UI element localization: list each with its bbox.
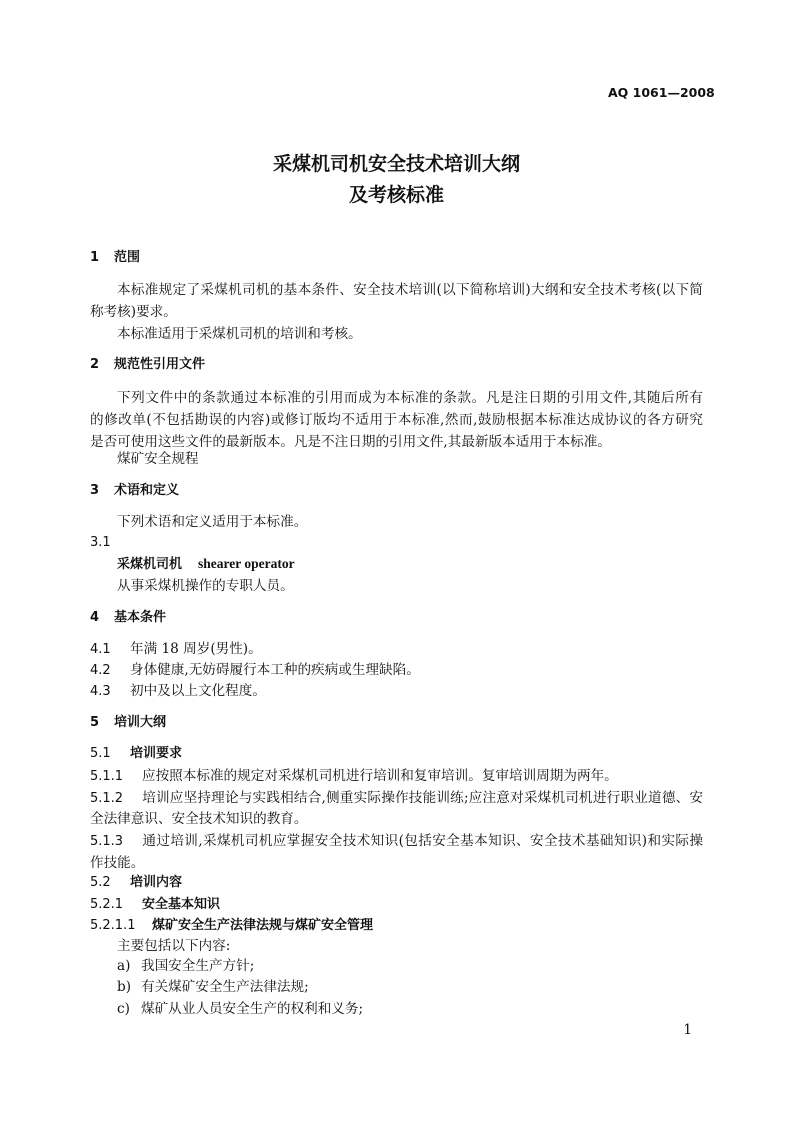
section-title: 范围 bbox=[114, 250, 141, 265]
subsection-heading bbox=[90, 745, 703, 763]
standard-code: AQ 1061—2008 bbox=[608, 85, 715, 100]
page-number: 1 bbox=[683, 1022, 692, 1038]
list-item bbox=[117, 1000, 730, 1018]
term-definition: 从事采煤机操作的专职人员。 bbox=[117, 578, 294, 594]
section-4-heading bbox=[90, 609, 703, 627]
subsection-title: 煤矿安全生产法律法规与煤矿安全管理 bbox=[152, 918, 374, 933]
paragraph-line: 本标准适用于采煤机司机的培训和考核。 bbox=[117, 326, 362, 342]
clause-number: 4.1 bbox=[90, 642, 111, 657]
clause-text: 应按照本标准的规定对采煤机司机进行培训和复审培训。复审培训周期为两年。 bbox=[142, 768, 618, 784]
subsection-heading bbox=[90, 896, 703, 914]
list-marker: c) bbox=[117, 1001, 130, 1017]
clause-number: 5.1.2 bbox=[90, 791, 124, 806]
subsection-title: 培训要求 bbox=[130, 746, 183, 761]
paragraph-line: 是否可使用这些文件的最新版本。凡是不注日期的引用文件,其最新版本适用于本标准。 bbox=[90, 434, 611, 450]
list-item bbox=[117, 978, 730, 996]
paragraph-line: 称考核)要求。 bbox=[90, 304, 177, 320]
term bbox=[117, 555, 703, 573]
subsection-heading bbox=[90, 917, 703, 935]
clause-number: 4.3 bbox=[90, 684, 111, 699]
section-1-heading bbox=[90, 249, 703, 267]
clause bbox=[90, 789, 703, 807]
clause-number: 5.1.3 bbox=[90, 834, 124, 849]
clause-number: 5.2.1.1 bbox=[90, 918, 136, 933]
paragraph-line: 主要包括以下内容: bbox=[117, 938, 231, 954]
section-title: 术语和定义 bbox=[114, 483, 180, 498]
clause bbox=[90, 661, 703, 679]
section-number: 2 bbox=[90, 357, 100, 372]
list-marker: b) bbox=[117, 979, 132, 995]
clause-text: 身体健康,无妨碍履行本工种的疾病或生理缺陷。 bbox=[130, 662, 420, 678]
paragraph-line: 本标准规定了采煤机司机的基本条件、安全技术培训(以下简称培训)大纲和安全技术考核(以下简 bbox=[117, 282, 703, 298]
clause bbox=[90, 832, 703, 850]
clause-number: 5.1 bbox=[90, 746, 111, 761]
list-text: 煤矿从业人员安全生产的权利和义务; bbox=[141, 1001, 364, 1017]
list-item bbox=[117, 957, 730, 975]
paragraph-line: 下列术语和定义适用于本标准。 bbox=[117, 514, 308, 530]
clause-text: 年满 18 周岁(男性)。 bbox=[130, 641, 262, 657]
term-english: shearer operator bbox=[198, 556, 295, 571]
clause-number: 5.2.1 bbox=[90, 897, 124, 912]
section-title: 培训大纲 bbox=[114, 715, 167, 730]
paragraph-line: 下列文件中的条款通过本标准的引用而成为本标准的条款。凡是注日期的引用文件,其随后所有 bbox=[117, 390, 703, 406]
section-title: 规范性引用文件 bbox=[114, 357, 206, 372]
clause bbox=[90, 767, 703, 785]
clause bbox=[90, 640, 703, 658]
section-3-heading bbox=[90, 482, 703, 500]
section-2-heading bbox=[90, 356, 703, 374]
clause-text: 培训应坚持理论与实践相结合,侧重实际操作技能训练;应注意对采煤机司机进行职业道德、安 bbox=[142, 790, 703, 806]
doc-title-line-2: 及考核标准 bbox=[348, 184, 444, 206]
list-text: 我国安全生产方针; bbox=[141, 958, 255, 974]
subsection-title: 安全基本知识 bbox=[142, 897, 221, 912]
clause-text: 初中及以上文化程度。 bbox=[130, 683, 266, 699]
paragraph-line: 全法律意识、安全技术知识的教育。 bbox=[90, 811, 308, 827]
clause-text: 通过培训,采煤机司机应掌握安全技术知识(包括安全基本知识、安全技术基础知识)和实际操 bbox=[142, 833, 703, 849]
clause-number: 3.1 bbox=[90, 535, 111, 550]
section-title: 基本条件 bbox=[114, 610, 167, 625]
list-marker: a) bbox=[117, 958, 131, 974]
paragraph-line: 作技能。 bbox=[90, 855, 145, 871]
paragraph-line: 的修改单(不包括勘误的内容)或修订版均不适用于本标准,然而,鼓励根据本标准达成协议的各方研究 bbox=[90, 412, 703, 428]
doc-title-line-1: 采煤机司机安全技术培训大纲 bbox=[272, 153, 520, 175]
section-number: 5 bbox=[90, 715, 100, 730]
section-number: 1 bbox=[90, 250, 100, 265]
subsection-heading bbox=[90, 874, 703, 892]
section-number: 3 bbox=[90, 483, 100, 498]
term-chinese: 采煤机司机 bbox=[117, 557, 183, 572]
referenced-document: 煤矿安全规程 bbox=[117, 451, 199, 467]
section-number: 4 bbox=[90, 610, 100, 625]
clause-number: 5.2 bbox=[90, 875, 111, 890]
list-text: 有关煤矿安全生产法律法规; bbox=[141, 979, 309, 995]
clause-number: 5.1.1 bbox=[90, 769, 124, 784]
subsection-title: 培训内容 bbox=[130, 875, 183, 890]
clause-number: 4.2 bbox=[90, 663, 111, 678]
clause bbox=[90, 682, 703, 700]
section-5-heading bbox=[90, 714, 703, 732]
